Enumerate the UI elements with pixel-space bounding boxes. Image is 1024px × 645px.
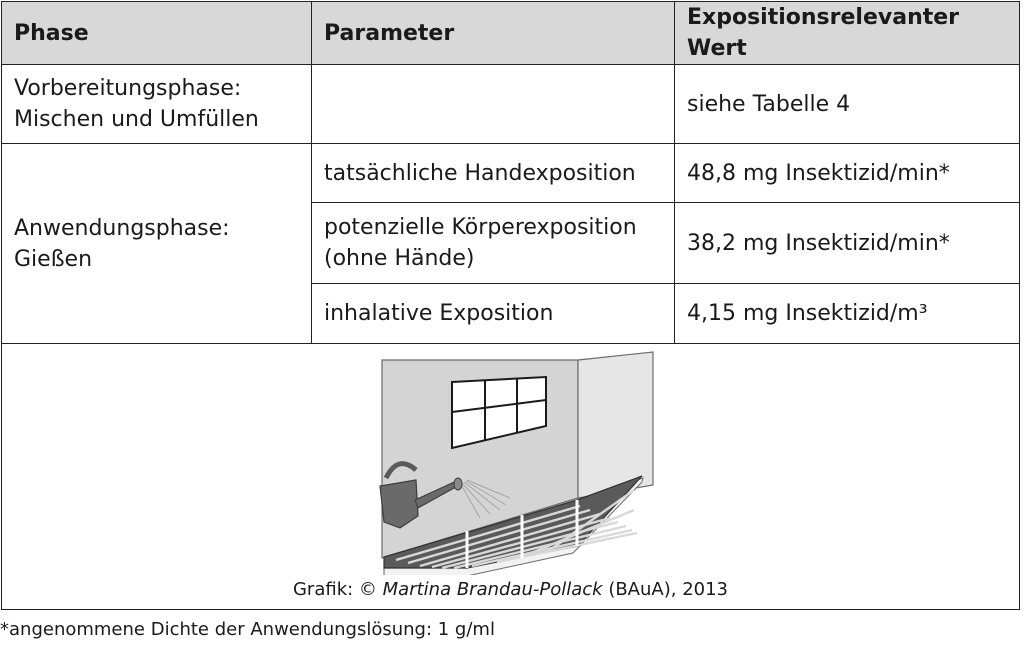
column-header-parameter: Parameter xyxy=(312,2,675,65)
phase-line: Vorbereitungsphase: xyxy=(14,76,242,101)
watering-illustration xyxy=(372,350,662,575)
table-row xyxy=(2,144,1020,203)
column-header-value: Expositionsrelevanter Wert xyxy=(675,2,1020,65)
exposure-table xyxy=(1,1,1020,610)
parameter-cell xyxy=(312,203,675,284)
figure-container xyxy=(2,344,1019,609)
parameter-cell xyxy=(312,144,675,203)
phase-line: Anwendungsphase: xyxy=(14,215,230,241)
caption-author: Martina Brandau-Pollack xyxy=(382,579,603,600)
parameter-line: potenzielle Körperexposition xyxy=(324,215,637,240)
caption-prefix: Grafik: © xyxy=(292,579,383,600)
value-cell: 38,2 mg Insektizid/min* xyxy=(675,203,1020,284)
column-header-phase: Phase xyxy=(2,2,312,65)
parameter-cell xyxy=(312,284,675,344)
phase-cell xyxy=(2,144,312,344)
value-cell: 48,8 mg Insektizid/min* xyxy=(675,144,1020,203)
parameter-line: tatsächliche Handexposition xyxy=(324,160,636,186)
phase-cell xyxy=(2,65,312,144)
parameter-line: inhalative Exposition xyxy=(324,301,554,326)
phase-line: Gießen xyxy=(14,246,93,272)
footnote: *angenommene Dichte der Anwendungslösung: 1 g/ml xyxy=(0,619,495,640)
figure-caption xyxy=(2,578,1019,602)
value-cell: 4,15 mg Insektizid/m³ xyxy=(675,284,1020,344)
parameter-line: (ohne Hände) xyxy=(324,246,475,271)
table-header-row xyxy=(2,2,1020,65)
caption-suffix: (BAuA), 2013 xyxy=(602,579,728,600)
figure-cell xyxy=(2,344,1020,610)
phase-line: Mischen und Umfüllen xyxy=(14,107,259,132)
table-row xyxy=(2,65,1020,144)
parameter-cell xyxy=(312,65,675,144)
figure-row xyxy=(2,344,1020,610)
value-cell: siehe Tabelle 4 xyxy=(675,65,1020,144)
